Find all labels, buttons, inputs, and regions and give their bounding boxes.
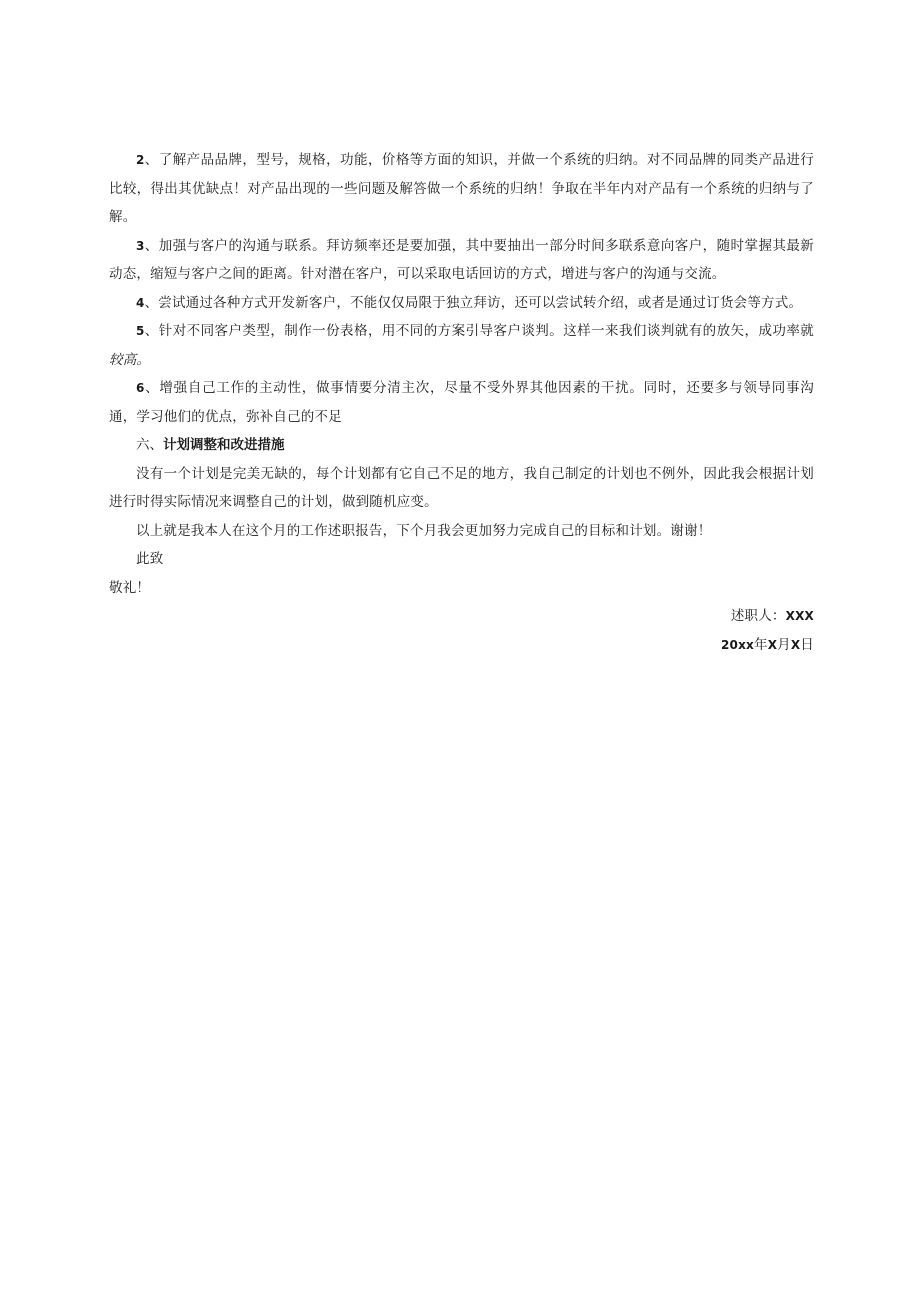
- signature-label: 述职人：: [730, 608, 786, 624]
- section-title: 计划调整和改进措施: [163, 437, 285, 453]
- item-text: 、尝试通过各种方式开发新客户，不能仅仅局限于独立拜访，还可以尝试转介绍，或者是通过订货会等方式。: [144, 294, 803, 311]
- section-body: 没有一个计划是完美无缺的，每个计划都有它自己不足的地方，我自己制定的计划也不例外，因此我会根据计划进行时得实际情况来调整自己的计划，做到随机应变。: [109, 465, 814, 510]
- list-item-6: [109, 374, 814, 431]
- item-number: 4: [136, 295, 145, 310]
- date-month: X: [767, 637, 778, 652]
- item-text-tail: 较高。: [109, 351, 151, 368]
- section-prefix: 六、: [136, 437, 163, 453]
- list-item-4: [109, 289, 814, 318]
- item-number: 3: [136, 238, 145, 253]
- date-month-suffix: 月: [777, 636, 791, 653]
- item-number: 6: [136, 381, 145, 395]
- list-item-2: [109, 146, 814, 232]
- date-year-suffix: 年: [753, 636, 768, 653]
- signature-name: XXX: [785, 609, 814, 623]
- list-item-5: [109, 317, 814, 374]
- date-day: X: [790, 637, 801, 652]
- date-line: [109, 631, 814, 660]
- date-year: 20xx: [721, 637, 754, 652]
- item-text: 、增强自己工作的主动性，做事情要分清主次，尽量不受外界其他因素的干扰。同时，还要多与领导同事沟通，学习他们的优点，弥补自己的不足: [109, 380, 814, 425]
- list-item-3: [109, 232, 814, 289]
- item-number: 2: [136, 153, 145, 167]
- document-page: [109, 146, 814, 659]
- salutation-line-2: 敬礼！: [109, 579, 151, 596]
- item-number: 5: [136, 324, 145, 338]
- date-day-suffix: 日: [800, 636, 814, 653]
- item-text: 、针对不同客户类型，制作一份表格，用不同的方案引导客户谈判。这样一来我们谈判就有的放矢，成功率就: [144, 323, 814, 339]
- signature-line: [109, 602, 814, 631]
- section-heading: [109, 431, 814, 460]
- item-text: 、了解产品品牌，型号，规格，功能，价格等方面的知识，并做一个系统的归纳。对不同品牌的同类产品进行比较，得出其优缺点！对产品出现的一些问题及解答做一个系统的归纳！争取在半年内对产品有一个系统的归纳与了解。: [109, 152, 814, 225]
- salutation-line-1: 此致: [136, 551, 164, 567]
- item-text: 、加强与客户的沟通与联系。拜访频率还是要加强，其中要抽出一部分时间多联系意向客户，随时掌握其最新动态，缩短与客户之间的距离。针对潜在客户，可以采取电话回访的方式，增进与客户的沟通与交流。: [109, 237, 814, 282]
- closing-paragraph: 以上就是我本人在这个月的工作述职报告，下个月我会更加努力完成自己的目标和计划。谢谢！: [136, 522, 712, 539]
